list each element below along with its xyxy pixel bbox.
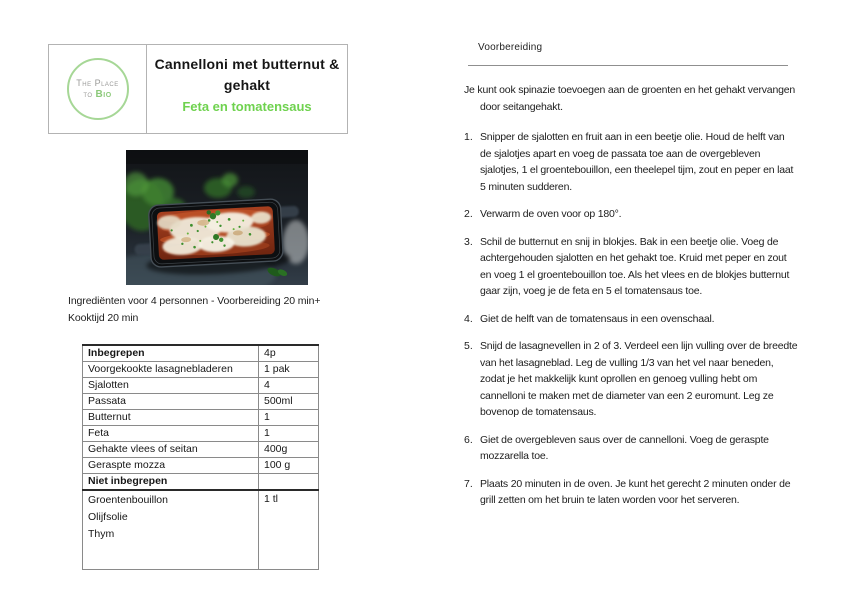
recipe-subtitle: Feta en tomatensaus bbox=[182, 99, 312, 114]
ingredient-name: Passata bbox=[83, 394, 259, 410]
prep-step-4 bbox=[464, 311, 798, 328]
step-text: Plaats 20 minuten in de oven. Je kunt het gerecht 2 minuten onder de grill zetten om het bruin te laten worden voor het serveren. bbox=[480, 477, 791, 506]
the-place-to-bio-logo bbox=[67, 58, 129, 120]
not-included-names bbox=[83, 490, 259, 570]
table-row bbox=[83, 394, 319, 410]
cannelloni-photo-illustration bbox=[126, 150, 308, 285]
table-row bbox=[83, 442, 319, 458]
prep-step-2 bbox=[464, 206, 798, 223]
logo-text-line1: The Place bbox=[76, 78, 119, 88]
header-box bbox=[48, 44, 348, 134]
step-number: 5. bbox=[464, 340, 473, 352]
logo-text-bio: Bio bbox=[95, 89, 112, 100]
step-number: 2. bbox=[464, 208, 473, 220]
ingredient-qty-header: 4p bbox=[259, 345, 319, 362]
preparation-note: Je kunt ook spinazie toevoegen aan de groenten en het gehakt vervangen door seitangehakt. bbox=[464, 84, 796, 113]
step-number: 7. bbox=[464, 477, 473, 490]
table-row bbox=[83, 410, 319, 426]
step-number: 6. bbox=[464, 433, 473, 446]
dish-photo bbox=[126, 150, 308, 285]
preparation-column bbox=[464, 42, 798, 520]
recipe-title-line1: Cannelloni met butternut & bbox=[154, 56, 340, 72]
ingredient-qty: 100 g bbox=[259, 458, 319, 474]
logo-cell bbox=[49, 45, 147, 133]
logo-text-to: to bbox=[83, 89, 96, 99]
ingredient-qty: 4 bbox=[259, 378, 319, 394]
ingredient-name-header: Inbegrepen bbox=[83, 345, 259, 362]
step-text: Snipper de sjalotten en fruit aan in een beetje olie. Houd de helft van de sjalotjes apart en voeg de passata toe aan de overgebleven sjalotjes, 1 el groentebouillon, een theelepel tijm, zout en peper en laat 5 minuten sudderen. bbox=[480, 131, 794, 193]
preparation-steps bbox=[464, 129, 798, 509]
empty-cell bbox=[259, 474, 319, 491]
ingredient-name: Groentenbouillon bbox=[88, 494, 168, 506]
recipe-title-line2: gehakt bbox=[223, 77, 271, 93]
heading-divider bbox=[468, 65, 788, 66]
ingredient-name: Thym bbox=[88, 528, 115, 540]
ingredients-table bbox=[82, 344, 319, 570]
ingredient-name: Voorgekookte lasagnebladeren bbox=[83, 362, 259, 378]
ingredient-name: Feta bbox=[83, 426, 259, 442]
recipe-title bbox=[147, 54, 347, 96]
ingredient-name: Gehakte vlees of seitan bbox=[83, 442, 259, 458]
step-number: 4. bbox=[464, 312, 473, 325]
prep-step-5 bbox=[464, 338, 798, 421]
not-included-label: Niet inbegrepen bbox=[83, 474, 259, 491]
ingredient-name: Butternut bbox=[83, 410, 259, 426]
preparation-heading: Voorbereiding bbox=[478, 42, 543, 53]
step-number: 1. bbox=[464, 131, 473, 143]
ingredient-name: Sjalotten bbox=[83, 378, 259, 394]
step-number: 3. bbox=[464, 235, 473, 248]
table-row bbox=[83, 490, 319, 570]
prep-step-6 bbox=[464, 432, 798, 465]
prep-step-3 bbox=[464, 234, 798, 300]
ingredient-qty: 1 bbox=[259, 426, 319, 442]
ingredient-qty: 500ml bbox=[259, 394, 319, 410]
prep-step-7 bbox=[464, 476, 798, 509]
step-text: Verwarm de oven voor op 180°. bbox=[480, 208, 622, 220]
table-section-row bbox=[83, 474, 319, 491]
table-row bbox=[83, 426, 319, 442]
step-text: Giet de helft van de tomatensaus in een ovenschaal. bbox=[480, 312, 715, 325]
ingredients-intro bbox=[68, 293, 398, 327]
table-row bbox=[83, 378, 319, 394]
ingredient-qty: 1 bbox=[259, 410, 319, 426]
ingredient-qty: 1 pak bbox=[259, 362, 319, 378]
title-cell bbox=[147, 45, 347, 133]
logo-text-line2 bbox=[83, 89, 111, 100]
step-text: Snijd de lasagnevellen in 2 of 3. Verdeel een lijn vulling over de breedte van het lasagneblad. Leg de vulling 1/3 van het vel naar beneden, zodat je het makkelijk kunt oprollen en genoeg vulling hebt om cannelloni te maken met de diameter van een 2 euromunt. Leg ze bovenop de tomatensaus. bbox=[480, 340, 798, 418]
ingredient-qty: 1 tl bbox=[259, 490, 319, 570]
table-header-row bbox=[83, 345, 319, 362]
step-text: Schil de butternut en snij in blokjes. Bak in een beetje olie. Voeg de achtergehouden sjalotten en het gehakt toe. Kruid met peper en zout en voeg 1 el groentebouillon toe. Als het vlees en de blokjes butternut gaar zijn, voeg je de feta en 5 el tomatensaus toe. bbox=[480, 235, 790, 297]
table-row bbox=[83, 458, 319, 474]
ingredient-name: Olijfsolie bbox=[88, 511, 128, 523]
prep-step-1 bbox=[464, 129, 798, 195]
ingredient-qty: 400g bbox=[259, 442, 319, 458]
step-text: Giet de overgebleven saus over de cannelloni. Voeg de geraspte mozzarella toe. bbox=[480, 433, 769, 462]
ingredient-name: Geraspte mozza bbox=[83, 458, 259, 474]
ingredients-intro-line1: Ingrediënten voor 4 personnen - Voorbereiding 20 min+ bbox=[68, 295, 321, 307]
ingredients-intro-line2: Kooktijd 20 min bbox=[68, 312, 139, 324]
table-row bbox=[83, 362, 319, 378]
